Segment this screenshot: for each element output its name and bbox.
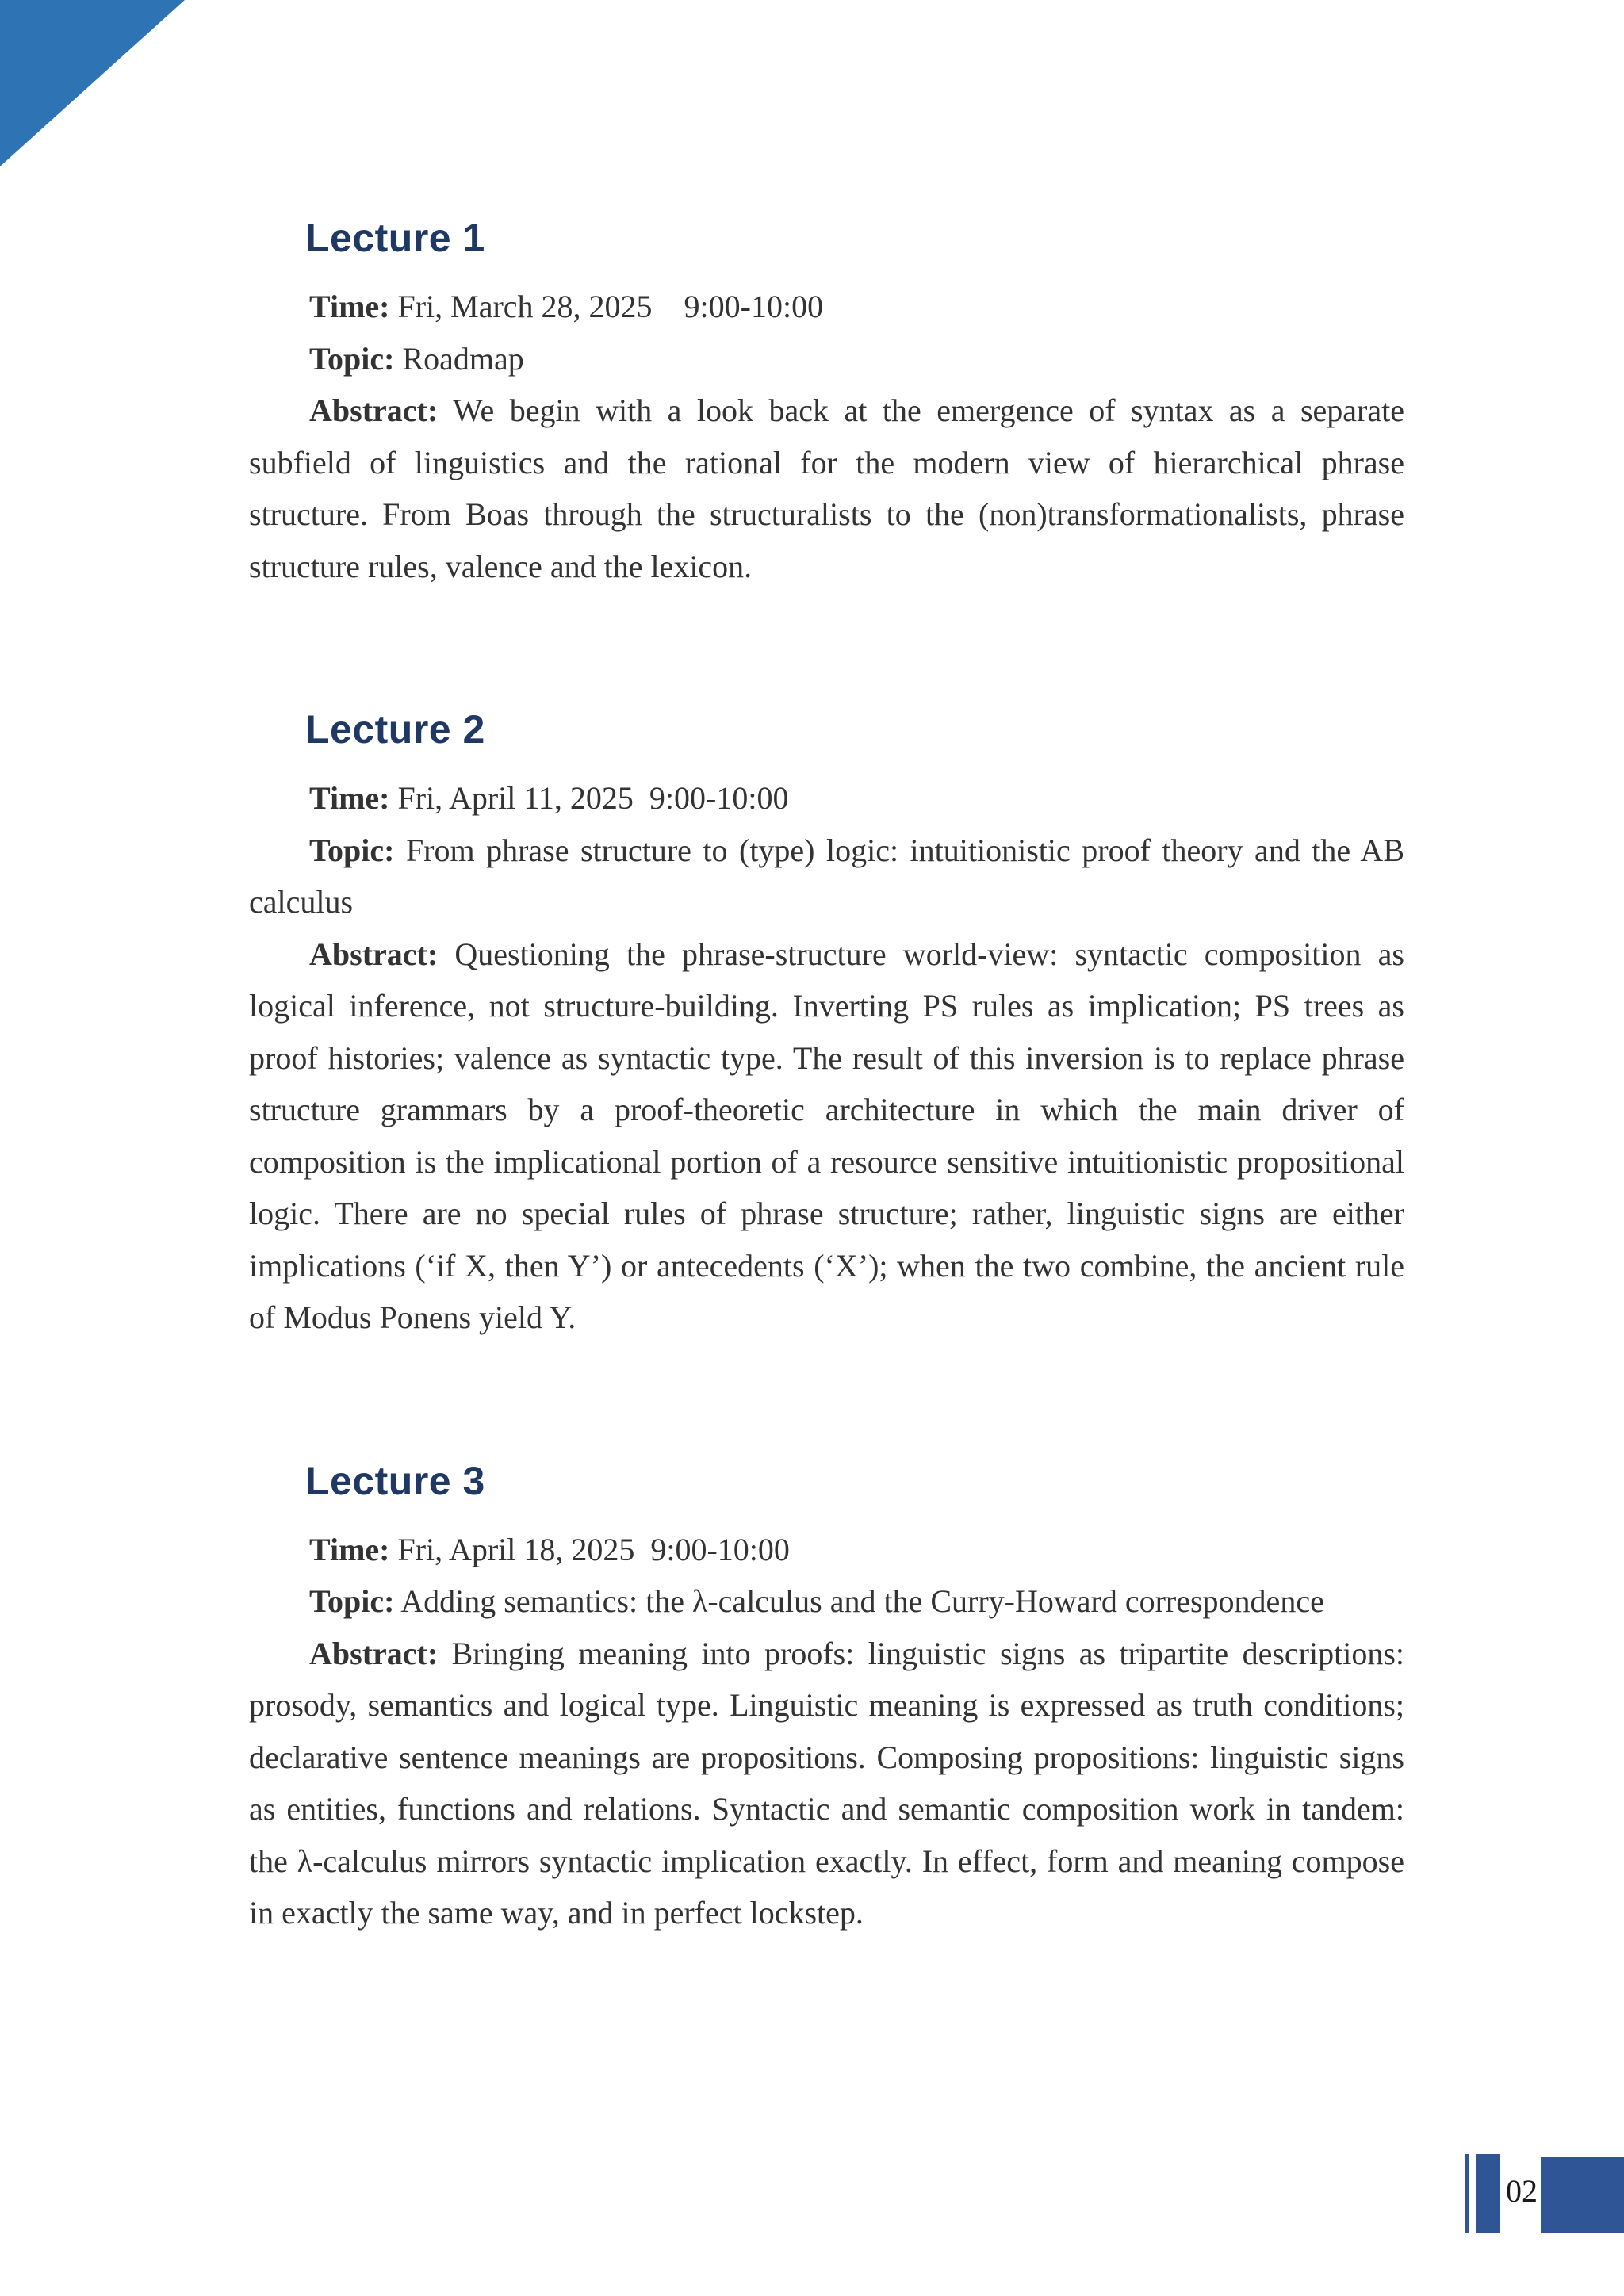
topic-label: Topic: bbox=[309, 1583, 395, 1619]
lecture-1-abstract bbox=[249, 385, 1404, 592]
abstract-label: Abstract: bbox=[309, 1635, 439, 1671]
abstract-text: Questioning the phrase-structure world-view: syntactic composition as logical inference, not structure-building. Inverting PS rules as implication; PS trees as proof histories; valence as syntactic type. The result of this inversion is to replace phrase structure grammars by a proof-theoretic architecture in which the main driver of composition is the implicational portion of a resource sensitive intuitionistic propositional logic. There are no special rules of phrase structure; rather, linguistic signs are either implications (‘if X, then Y’) or antecedents (‘X’); when the two combine, the ancient rule of Modus Ponens yield Y. bbox=[249, 936, 1404, 1335]
corner-triangle-decoration bbox=[0, 0, 185, 166]
time-value: Fri, April 18, 2025 9:00-10:00 bbox=[397, 1531, 790, 1567]
footer-thin-bar-decoration bbox=[1465, 2154, 1469, 2233]
lecture-2-title: Lecture 2 bbox=[305, 707, 485, 752]
page-number: 02 bbox=[1506, 2173, 1538, 2209]
lecture-1-title: Lecture 1 bbox=[305, 216, 485, 260]
time-label: Time: bbox=[309, 1531, 390, 1567]
lecture-2-abstract bbox=[249, 928, 1404, 1344]
lecture-1-topic-line bbox=[249, 333, 1404, 385]
lecture-3-title: Lecture 3 bbox=[305, 1458, 485, 1503]
footer-wide-bar-decoration bbox=[1476, 2154, 1500, 2233]
lecture-1-time-line bbox=[249, 281, 1404, 333]
lecture-3-abstract bbox=[249, 1628, 1404, 1939]
footer-rectangle-decoration bbox=[1541, 2157, 1624, 2233]
lecture-section-2 bbox=[249, 706, 1404, 1344]
time-value: Fri, March 28, 2025 9:00-10:00 bbox=[397, 289, 824, 324]
abstract-text: We begin with a look back at the emergence of syntax as a separate subfield of linguistics and the rational for the modern view of hierarchical phrase structure. From Boas through the structuralists to the (non)transformationalists, phrase structure rules, valence and the lexicon. bbox=[249, 392, 1404, 584]
lecture-schedule-content bbox=[249, 214, 1404, 1939]
abstract-text: Bringing meaning into proofs: linguistic signs as tripartite descriptions: prosody, semantics and logical type. Linguistic meaning is expressed as truth conditions; declarative sentence meanings are propositions. Composing propositions: linguistic signs as entities, functions and relations. Syntactic and semantic composition work in tandem: the λ-calculus mirrors syntactic implication exactly. In effect, form and meaning compose in exactly the same way, and in perfect lockstep. bbox=[249, 1635, 1405, 1931]
lecture-2-topic-line bbox=[249, 825, 1404, 928]
abstract-label: Abstract: bbox=[309, 936, 439, 972]
topic-value: Adding semantics: the λ-calculus and the Curry-Howard correspondence bbox=[400, 1583, 1324, 1619]
lecture-section-1 bbox=[249, 214, 1404, 592]
lecture-2-time-line bbox=[249, 772, 1404, 825]
lecture-3-time-line bbox=[249, 1524, 1404, 1576]
topic-value: Roadmap bbox=[402, 340, 524, 377]
abstract-label: Abstract: bbox=[309, 392, 439, 428]
time-label: Time: bbox=[309, 289, 390, 324]
time-label: Time: bbox=[309, 780, 390, 816]
topic-label: Topic: bbox=[309, 340, 395, 377]
lecture-3-topic-line bbox=[249, 1575, 1404, 1628]
lecture-section-3 bbox=[249, 1457, 1404, 1939]
topic-value: From phrase structure to (type) logic: intuitionistic proof theory and the AB calculus bbox=[249, 832, 1405, 920]
time-value: Fri, April 11, 2025 9:00-10:00 bbox=[397, 780, 789, 816]
topic-label: Topic: bbox=[309, 832, 395, 868]
